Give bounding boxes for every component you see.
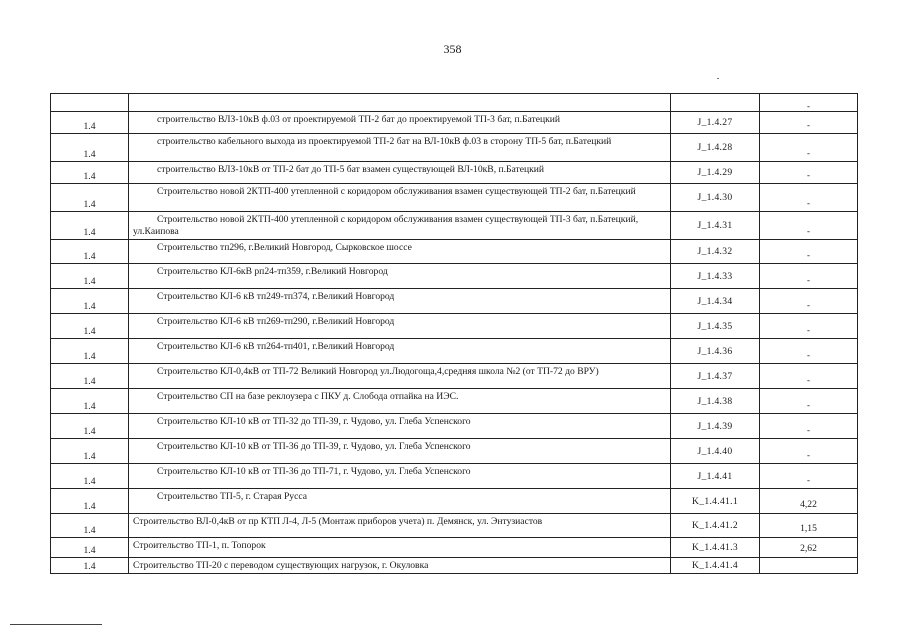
row-description-cell: [129, 184, 671, 212]
row-number: 1.4: [51, 558, 129, 574]
table-row: [51, 339, 858, 364]
table-row: [51, 184, 858, 212]
row-value: -: [760, 212, 858, 240]
header-cell-value: -: [760, 94, 858, 112]
table-row: [51, 558, 858, 574]
row-number: 1.4: [51, 112, 129, 134]
row-number: 1.4: [51, 364, 129, 389]
row-description: строительство ВЛЗ-10кВ от ТП-2 бат до ТП-5 бат взамен существующей ВЛ-10кВ, п.Батецкий: [157, 164, 545, 175]
row-value: -: [760, 339, 858, 364]
row-code: J_1.4.39: [671, 414, 760, 439]
row-description: Строительство ВЛ-0,4кВ от пр КТП Л-4, Л-5 (Монтаж приборов учета) п. Демянск, ул. Энтузиастов: [133, 516, 543, 527]
row-number: 1.4: [51, 314, 129, 339]
row-description-cell: [129, 264, 671, 289]
row-value: -: [760, 364, 858, 389]
header-cell-code: [671, 94, 760, 112]
row-value: 4,22: [760, 489, 858, 514]
row-description-cell: [129, 464, 671, 489]
row-code: J_1.4.41: [671, 464, 760, 489]
table-row: [51, 439, 858, 464]
row-number: 1.4: [51, 289, 129, 314]
row-description-cell: [129, 364, 671, 389]
table-row: [51, 464, 858, 489]
row-number: 1.4: [51, 162, 129, 184]
row-description-cell: [129, 339, 671, 364]
row-description: строительство ВЛЗ-10кВ ф.03 от проектируемой ТП-2 бат до проектируемой ТП-3 бат, п.Батецкий: [157, 114, 561, 125]
table-row: [51, 389, 858, 414]
row-description: Строительство новой 2КТП-400 утепленной с коридором обслуживания взамен существующей ТП-3 бат, п.Батецкий, ул.Каипова: [133, 214, 639, 237]
row-description: Строительство ТП-1, п. Топорок: [133, 540, 266, 551]
row-number: 1.4: [51, 464, 129, 489]
page-number: 358: [443, 42, 462, 56]
row-description: Строительство КЛ-10 кВ от ТП-36 до ТП-39, г. Чудово, ул. Глеба Успенского: [157, 441, 471, 452]
table-row: [51, 264, 858, 289]
row-description: строительство кабельного выхода из проектируемой ТП-2 бат на ВЛ-10кВ ф.03 в сторону ТП-5 бат, п.Батецкий: [157, 136, 612, 147]
row-number: 1.4: [51, 134, 129, 162]
row-description: Строительство КЛ-10 кВ от ТП-36 до ТП-71, г. Чудово, ул. Глеба Успенского: [157, 466, 471, 477]
table-row: [51, 514, 858, 538]
row-description-cell: [129, 134, 671, 162]
row-description: Строительство новой 2КТП-400 утепленной с коридором обслуживания взамен существующей ТП-2 бат, п.Батецкий: [157, 186, 636, 197]
row-value: [760, 558, 858, 574]
row-value: -: [760, 162, 858, 184]
table-row: [51, 240, 858, 264]
row-description-cell: [129, 439, 671, 464]
row-description: Строительство КЛ-6 кВ тп264-тп401, г.Великий Новгород: [157, 341, 395, 352]
table-row: [51, 162, 858, 184]
row-description: Строительство ТП-5, г. Старая Русса: [157, 491, 307, 502]
footnote-rule: [10, 624, 102, 625]
row-description-cell: [129, 389, 671, 414]
row-description-cell: [129, 212, 671, 240]
row-value: -: [760, 264, 858, 289]
table-body: [51, 94, 858, 574]
row-description-cell: [129, 314, 671, 339]
row-description: Строительство КЛ-6 кВ тп249-тп374, г.Великий Новгород: [157, 291, 395, 302]
row-number: 1.4: [51, 264, 129, 289]
row-description-cell: [129, 489, 671, 514]
row-value: -: [760, 439, 858, 464]
row-code: J_1.4.38: [671, 389, 760, 414]
row-code: J_1.4.35: [671, 314, 760, 339]
row-description: Строительство КЛ-0,4кВ от ТП-72 Великий Новгород ул.Людогоща,4,средняя школа №2 (от ТП-72 до ВРУ): [157, 366, 599, 377]
table-row: [51, 489, 858, 514]
row-code: J_1.4.27: [671, 112, 760, 134]
row-number: 1.4: [51, 184, 129, 212]
table-row: [51, 364, 858, 389]
row-description: Строительство КЛ-6 кВ тп269-тп290, г.Великий Новгород: [157, 316, 395, 327]
row-number: 1.4: [51, 439, 129, 464]
row-number: 1.4: [51, 240, 129, 264]
table-row: [51, 134, 858, 162]
row-number: 1.4: [51, 538, 129, 558]
row-number: 1.4: [51, 514, 129, 538]
row-value: -: [760, 112, 858, 134]
row-code: J_1.4.31: [671, 212, 760, 240]
row-value: -: [760, 184, 858, 212]
row-description-cell: [129, 558, 671, 574]
row-description-cell: [129, 414, 671, 439]
row-description: Строительство тп296, г.Великий Новгород, Сырковское шоссе: [157, 242, 412, 253]
row-value: -: [760, 240, 858, 264]
row-code: J_1.4.37: [671, 364, 760, 389]
row-code: J_1.4.28: [671, 134, 760, 162]
row-number: 1.4: [51, 414, 129, 439]
row-value: -: [760, 464, 858, 489]
row-number: 1.4: [51, 212, 129, 240]
row-code: K_1.4.41.4: [671, 558, 760, 574]
table-row: [51, 414, 858, 439]
header-row: [51, 94, 858, 112]
row-code: J_1.4.30: [671, 184, 760, 212]
row-number: 1.4: [51, 489, 129, 514]
row-code: K_1.4.41.3: [671, 538, 760, 558]
row-description: Строительство КЛ-10 кВ от ТП-32 до ТП-39, г. Чудово, ул. Глеба Успенского: [157, 416, 471, 427]
header-cell-num: [51, 94, 129, 112]
table-row: [51, 212, 858, 240]
header-cell-desc: [129, 94, 671, 112]
row-number: 1.4: [51, 389, 129, 414]
row-description: Строительство КЛ-6кВ рп24-тп359, г.Великий Новгород: [157, 266, 388, 277]
row-value: 2,62: [760, 538, 858, 558]
table-row: [51, 289, 858, 314]
row-description-cell: [129, 289, 671, 314]
row-description-cell: [129, 112, 671, 134]
row-code: J_1.4.40: [671, 439, 760, 464]
row-description: Строительство СП на базе реклоузера с ПКУ д. Слобода отпайка на ИЭС.: [157, 391, 459, 402]
scan-speck: [717, 78, 719, 79]
row-description-cell: [129, 514, 671, 538]
row-value: -: [760, 389, 858, 414]
table-row: [51, 538, 858, 558]
row-value: -: [760, 134, 858, 162]
row-code: J_1.4.33: [671, 264, 760, 289]
row-description-cell: [129, 162, 671, 184]
row-value: -: [760, 289, 858, 314]
row-code: J_1.4.32: [671, 240, 760, 264]
table-row: [51, 314, 858, 339]
row-value: -: [760, 414, 858, 439]
row-code: K_1.4.41.2: [671, 514, 760, 538]
row-number: 1.4: [51, 339, 129, 364]
row-description: Строительство ТП-20 с переводом существующих нагрузок, г. Окуловка: [133, 560, 429, 571]
row-value: -: [760, 314, 858, 339]
row-code: J_1.4.29: [671, 162, 760, 184]
investment-table: [50, 93, 858, 574]
row-description-cell: [129, 538, 671, 558]
row-code: K_1.4.41.1: [671, 489, 760, 514]
row-value: 1,15: [760, 514, 858, 538]
table-row: [51, 112, 858, 134]
row-code: J_1.4.36: [671, 339, 760, 364]
row-description-cell: [129, 240, 671, 264]
row-code: J_1.4.34: [671, 289, 760, 314]
